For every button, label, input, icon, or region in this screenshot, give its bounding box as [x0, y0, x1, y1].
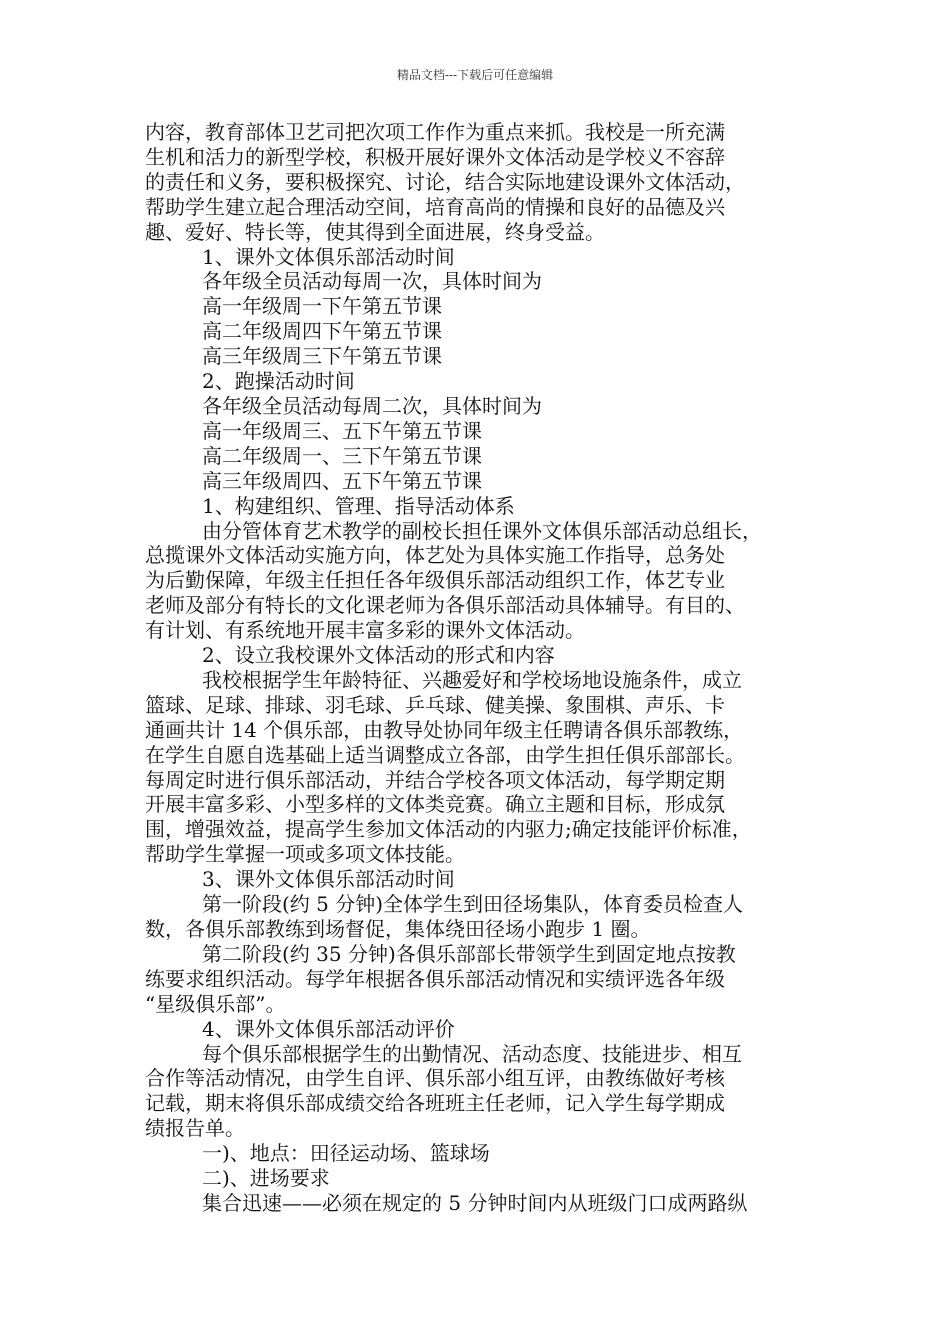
text-line: 第一阶段(约 5 分钟)全体学生到田径场集队，体育委员检查人 — [202, 892, 744, 917]
text-line: 由分管体育艺术教学的副校长担任课外文体俱乐部活动总组长， — [202, 518, 762, 543]
text-line: 通画共计 14 个俱乐部，由教导处协同年级主任聘请各俱乐部教练， — [145, 717, 744, 742]
text-line: 高一年级周一下午第五节课 — [202, 294, 442, 319]
text-line: 有计划、有系统地开展丰富多彩的课外文体活动。 — [145, 618, 585, 643]
section-heading: 一)、地点：田径运动场、篮球场 — [202, 1141, 490, 1166]
text-line: 我校根据学生年龄特征、兴趣爱好和学校场地设施条件，成立 — [202, 667, 742, 692]
text-line: 帮助学生建立起合理活动空间，培育高尚的情操和良好的品德及兴 — [145, 194, 725, 219]
text-line: 高二年级周四下午第五节课 — [202, 319, 442, 344]
text-line: 围，增强效益，提高学生参加文体活动的内驱力;确定技能评价标准， — [145, 817, 752, 842]
text-line: “星级俱乐部”。 — [145, 991, 286, 1016]
text-line: 内容，教育部体卫艺司把次项工作作为重点来抓。我校是一所充满 — [145, 120, 725, 144]
text-line: 为后勤保障，年级主任担任各年级俱乐部活动组织工作，体艺专业 — [145, 568, 725, 593]
text-line: 高三年级周三下午第五节课 — [202, 344, 442, 369]
text-line: 合作等活动情况，由学生自评、俱乐部小组互评，由教练做好考核 — [145, 1066, 725, 1091]
text-line: 总揽课外文体活动实施方向，体艺处为具体实施工作指导，总务处 — [145, 543, 725, 568]
text-line: 每周定时进行俱乐部活动，并结合学校各项文体活动，每学期定期 — [145, 767, 725, 792]
text-line: 生机和活力的新型学校，积极开展好课外文体活动是学校义不容辞 — [145, 144, 725, 169]
text-line: 老师及部分有特长的文化课老师为各俱乐部活动具体辅导。有目的、 — [145, 593, 745, 618]
text-line: 的责任和义务，要积极探究、讨论，结合实际地建设课外文体活动， — [145, 169, 745, 194]
text-line: 练要求组织活动。每学年根据各俱乐部活动情况和实绩评选各年级 — [145, 966, 725, 991]
section-heading: 2、设立我校课外文体活动的形式和内容 — [202, 643, 555, 668]
text-line: 高二年级周一、三下午第五节课 — [202, 443, 482, 468]
text-line: 绩报告单。 — [145, 1116, 245, 1141]
section-heading: 2、跑操活动时间 — [202, 369, 355, 394]
section-heading: 1、课外文体俱乐部活动时间 — [202, 244, 455, 269]
text-line: 高三年级周四、五下午第五节课 — [202, 468, 482, 493]
text-line: 集合迅速——必须在规定的 5 分钟时间内从班级门口成两路纵 — [202, 1190, 748, 1215]
text-line: 记载，期末将俱乐部成绩交给各班班主任老师，记入学生每学期成 — [145, 1091, 725, 1116]
text-line: 各年级全员活动每周一次，具体时间为 — [202, 269, 542, 294]
page-header: 精品文档---下载后可任意编辑 — [396, 68, 554, 82]
text-line: 趣、爱好、特长等，使其得到全面进展，终身受益。 — [145, 219, 605, 244]
text-line: 各年级全员活动每周二次，具体时间为 — [202, 393, 542, 418]
text-line: 篮球、足球、排球、羽毛球、乒乓球、健美操、象围棋、声乐、卡 — [145, 692, 725, 717]
section-heading: 3、课外文体俱乐部活动时间 — [202, 867, 455, 892]
text-line: 数，各俱乐部教练到场督促，集体绕田径场小跑步 1 圈。 — [145, 917, 651, 941]
body-text — [145, 120, 815, 1216]
text-line: 高一年级周三、五下午第五节课 — [202, 418, 482, 443]
section-heading: 二)、进场要求 — [202, 1166, 330, 1191]
section-heading: 4、课外文体俱乐部活动评价 — [202, 1016, 455, 1041]
text-line: 第二阶段(约 35 分钟)各俱乐部部长带领学生到固定地点按教 — [202, 941, 736, 966]
text-line: 每个俱乐部根据学生的出勤情况、活动态度、技能进步、相互 — [202, 1041, 742, 1066]
section-heading: 1、构建组织、管理、指导活动体系 — [202, 493, 515, 518]
text-line: 开展丰富多彩、小型多样的文体类竞赛。确立主题和目标，形成氛 — [145, 792, 725, 817]
text-line: 帮助学生掌握一项或多项文体技能。 — [145, 842, 465, 867]
text-line: 在学生自愿自选基础上适当调整成立各部，由学生担任俱乐部部长。 — [145, 742, 745, 767]
